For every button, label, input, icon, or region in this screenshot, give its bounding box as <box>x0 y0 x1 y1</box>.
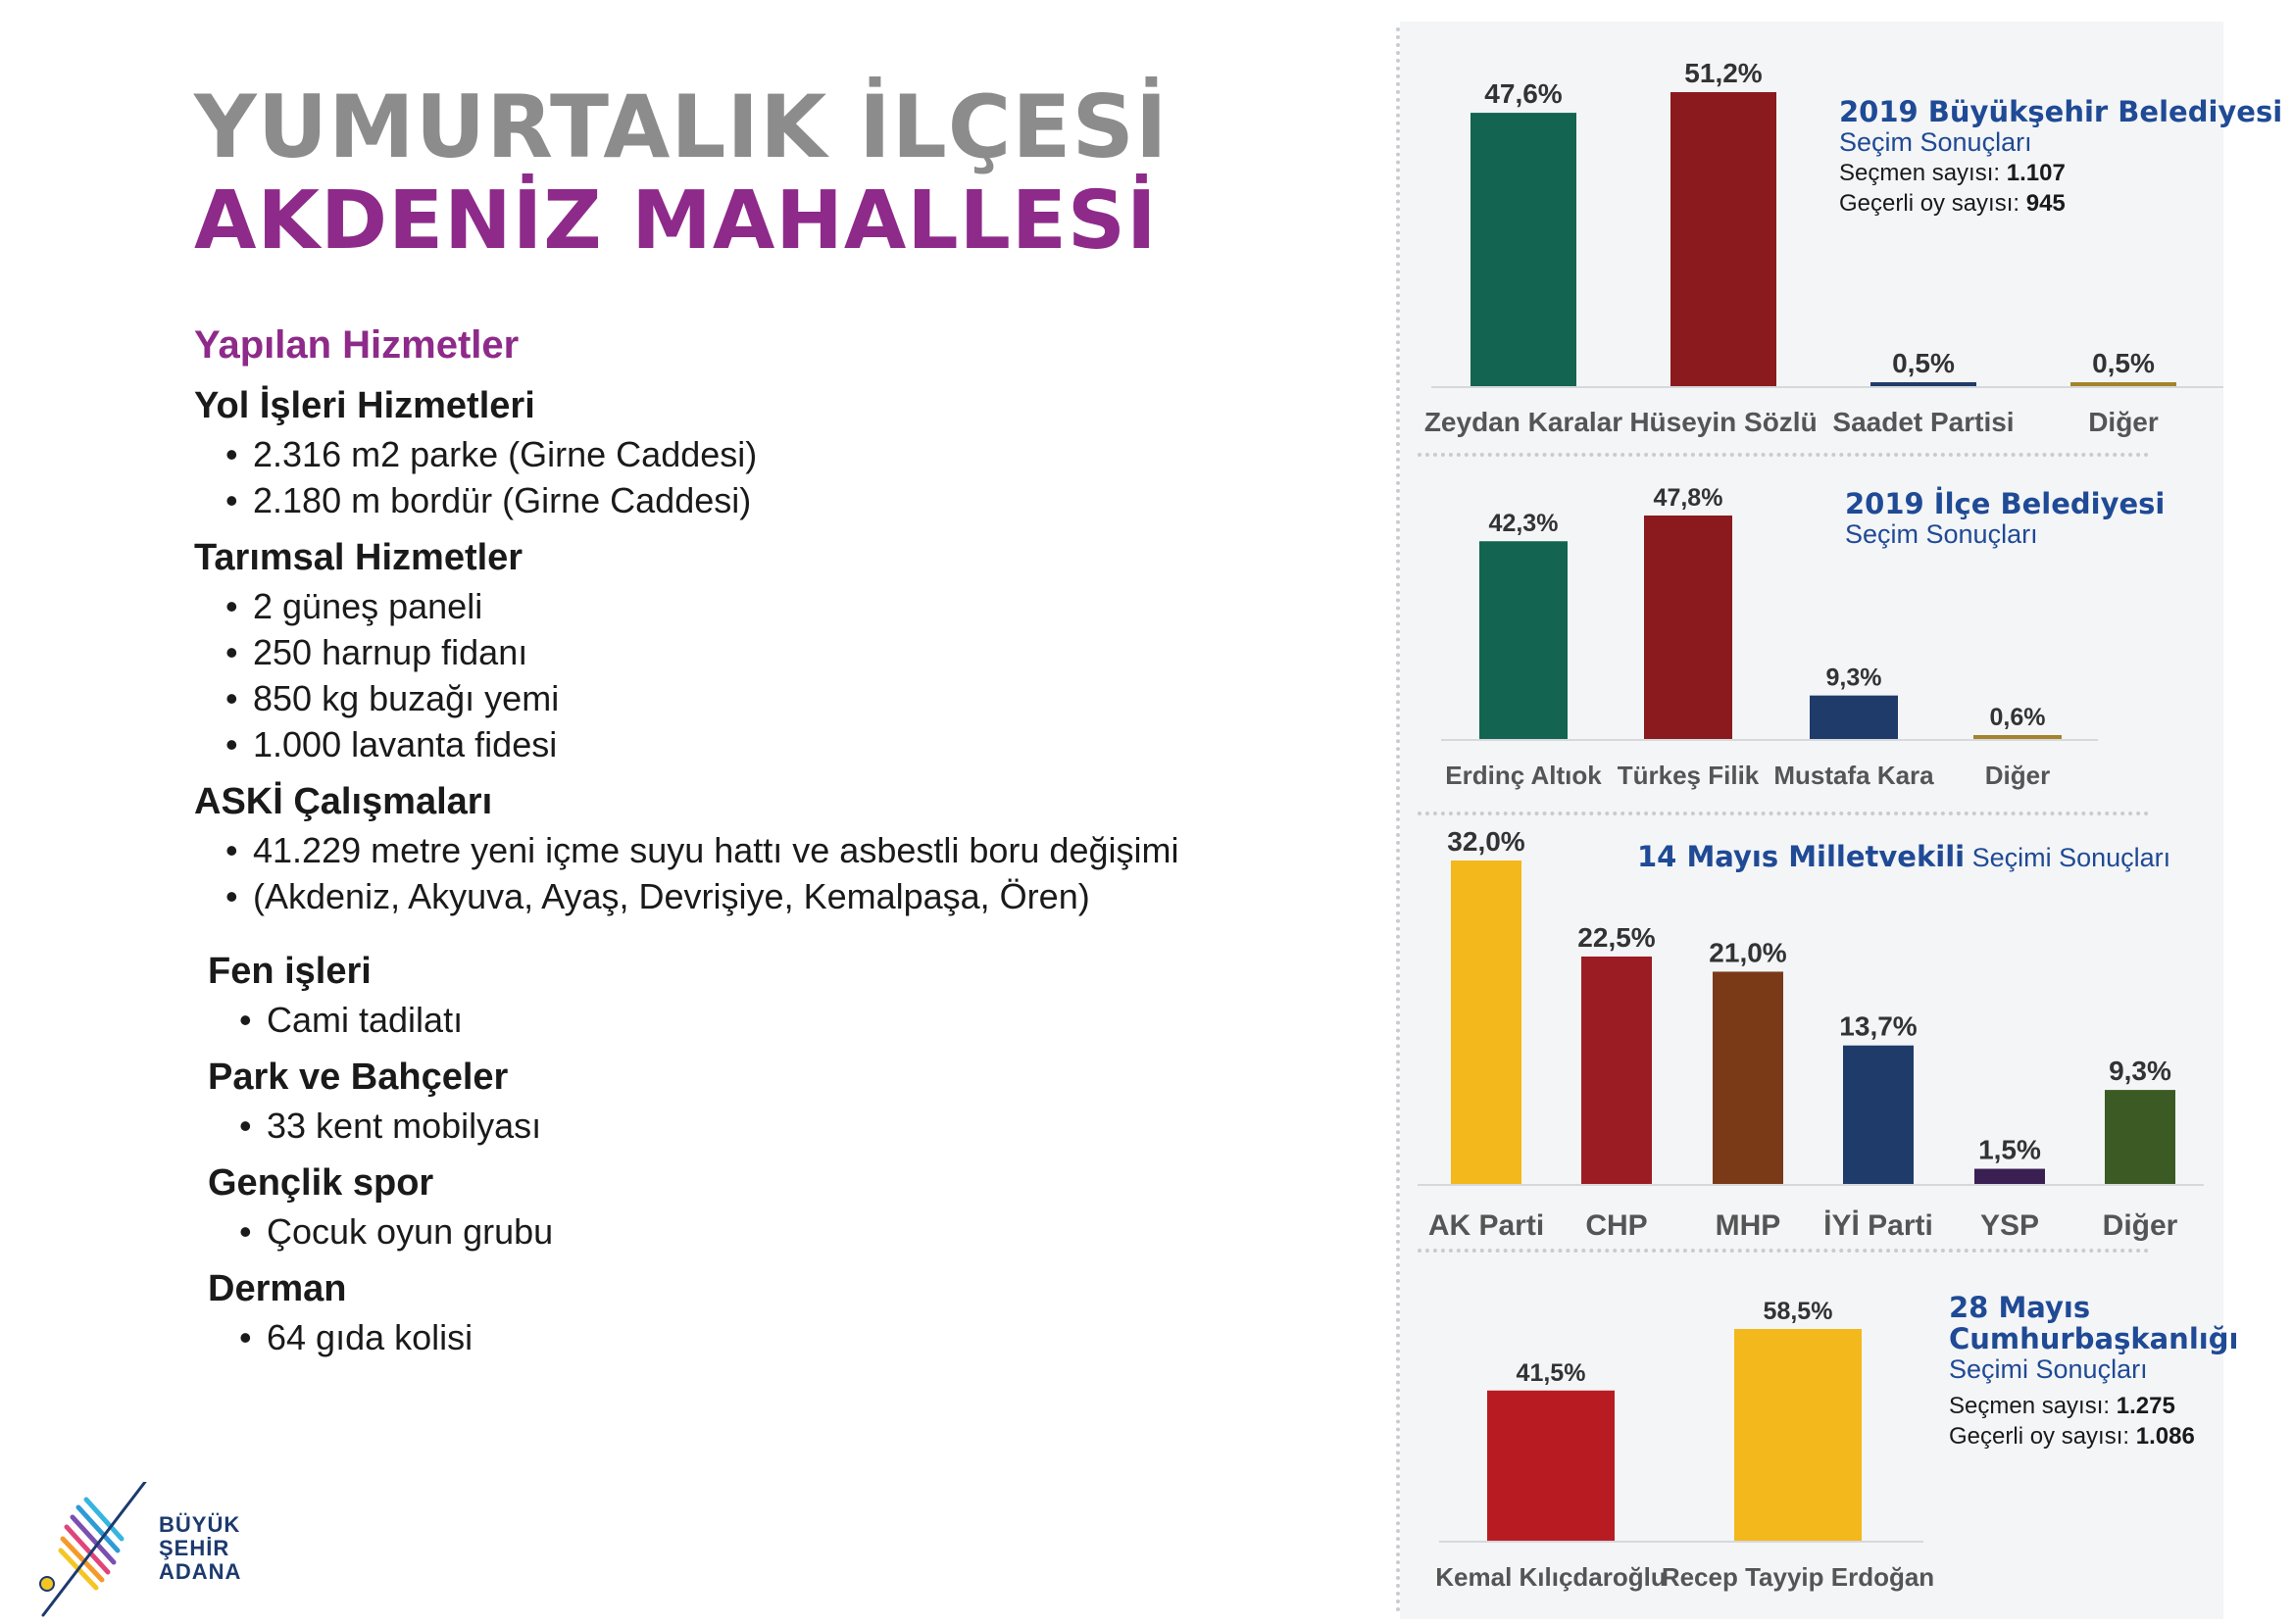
service-item: • 250 harnup fidanı <box>225 629 1371 675</box>
service-group-road <box>194 385 1371 523</box>
info-2019-district <box>1845 488 2165 550</box>
bar-value-label: 21,0% <box>1709 937 1787 968</box>
valid-vote-value: 945 <box>2025 190 2066 217</box>
bar-3 <box>2070 382 2176 386</box>
valid-vote-label: Geçerli oy sayısı: <box>1949 1423 2130 1450</box>
service-group-title: ASKİ Çalışmaları <box>194 781 493 822</box>
bar-value-label: 42,3% <box>1488 510 1559 538</box>
bar-value-label: 0,5% <box>1892 348 1955 378</box>
bar-value-label: 22,5% <box>1577 921 1656 953</box>
bar-value-label: 0,6% <box>1989 704 2046 731</box>
category-label: Mustafa Kara <box>1773 761 1934 790</box>
service-item: • 2.316 m2 parke (Girne Caddesi) <box>225 431 1371 477</box>
bar-1 <box>1644 516 1732 739</box>
bar-1 <box>1734 1329 1862 1541</box>
category-label: İYİ Parti <box>1823 1209 1933 1242</box>
info-subtitle: Seçimi Sonuçları <box>1965 843 2171 872</box>
category-label: Saadet Partisi <box>1832 407 2015 437</box>
bar-1 <box>1670 92 1776 386</box>
bar-0 <box>1487 1391 1615 1541</box>
bar-2 <box>1810 696 1898 739</box>
category-label: Recep Tayyip Erdoğan <box>1661 1562 1935 1592</box>
logo-wordmark <box>159 1513 241 1584</box>
service-group-title: Fen işleri <box>208 951 372 992</box>
category-label: Diğer <box>2088 407 2159 437</box>
bar-chart-svg <box>1400 22 2223 453</box>
category-label: CHP <box>1585 1209 1648 1242</box>
service-item: • Cami tadilatı <box>239 997 1371 1043</box>
page-title: YUMURTALIK İLÇESİ <box>194 76 1169 177</box>
chart-divider <box>1418 453 2149 457</box>
service-item: • 1.000 lavanta fidesi <box>225 721 1371 767</box>
service-item: • 41.229 metre yeni içme suyu hattı ve asbestli boru değişimi <box>225 827 1371 873</box>
service-group-title: Gençlik spor <box>208 1162 434 1204</box>
bar-1 <box>1581 957 1652 1184</box>
valid-vote-label: Geçerli oy sayısı: <box>1839 190 2020 217</box>
bar-value-label: 41,5% <box>1516 1358 1586 1387</box>
service-group-derman <box>208 1268 1371 1360</box>
service-group-youth-sports <box>208 1162 1371 1255</box>
chart-14-may-parliament <box>1400 819 2223 1251</box>
bar-5 <box>2105 1090 2175 1184</box>
voter-count-value: 1.107 <box>2006 160 2066 186</box>
info-subtitle: Seçimi Sonuçları <box>1949 1354 2148 1384</box>
bar-3 <box>1973 735 2062 739</box>
valid-vote-line <box>1839 188 2282 219</box>
bar-chart-svg <box>1400 819 2223 1251</box>
category-label: MHP <box>1715 1209 1781 1242</box>
info-title: 28 Mayıs <box>1949 1291 2091 1324</box>
category-label: AK Parti <box>1427 1209 1545 1242</box>
bar-0 <box>1471 113 1576 386</box>
voter-count-label: Seçmen sayısı: <box>1839 160 2001 186</box>
info-title: 2019 İlçe Belediyesi <box>1845 487 2166 520</box>
service-group-public-works <box>208 951 1371 1043</box>
bar-value-label: 47,8% <box>1653 484 1723 512</box>
info-title: 2019 Büyükşehir Belediyesi <box>1839 95 2283 128</box>
voter-count-value: 1.275 <box>2116 1393 2175 1419</box>
bar-3 <box>1843 1046 1914 1184</box>
bar-value-label: 47,6% <box>1484 78 1563 110</box>
category-label: Zeydan Karalar <box>1423 407 1623 437</box>
bar-value-label: 32,0% <box>1447 826 1525 857</box>
info-title-line <box>1637 841 2170 874</box>
service-group-title: Tarımsal Hizmetler <box>194 537 523 578</box>
info-subtitle: Seçim Sonuçları <box>1839 127 2032 157</box>
bar-0 <box>1451 861 1521 1184</box>
bar-value-label: 9,3% <box>1825 664 1882 692</box>
voter-count-line <box>1949 1391 2238 1421</box>
service-group-title: Derman <box>208 1268 347 1309</box>
service-item: • 2.180 m bordür (Girne Caddesi) <box>225 477 1371 523</box>
buyuksehir-adana-logo <box>37 1482 273 1619</box>
bar-0 <box>1479 541 1568 739</box>
bar-value-label: 1,5% <box>1978 1134 2041 1165</box>
info-title: Cumhurbaşkanlığı <box>1949 1322 2239 1355</box>
services-heading: Yapılan Hizmetler <box>194 323 520 367</box>
voter-count-line <box>1839 158 2282 188</box>
service-item: • 33 kent mobilyası <box>239 1103 1371 1149</box>
service-group-aski <box>194 781 1371 919</box>
service-item: • 2 güneş paneli <box>225 583 1371 629</box>
logo-line: ADANA <box>159 1559 242 1584</box>
valid-vote-value: 1.086 <box>2135 1423 2195 1450</box>
bar-2 <box>1713 971 1783 1184</box>
service-item-text: (Akdeniz, Akyuva, Ayaş, Devrişiye, Kemalpaşa, Ören) <box>253 876 1090 916</box>
service-item: • 64 gıda kolisi <box>239 1314 1371 1360</box>
valid-vote-line <box>1949 1421 2238 1452</box>
service-group-title: Park ve Bahçeler <box>208 1057 509 1098</box>
category-label: Diğer <box>1984 761 2051 790</box>
bar-value-label: 0,5% <box>2092 348 2155 378</box>
info-28-may-presidential <box>1949 1292 2238 1452</box>
service-item: • Çocuk oyun grubu <box>239 1208 1371 1255</box>
service-item: • 850 kg buzağı yemi <box>225 675 1371 721</box>
bar-value-label: 58,5% <box>1763 1298 1833 1325</box>
category-label: Kemal Kılıçdaroğlu <box>1435 1562 1667 1592</box>
category-label: Diğer <box>2102 1209 2178 1242</box>
info-2019-metropolitan <box>1839 96 2282 219</box>
info-title: 14 Mayıs Milletvekili <box>1637 840 1966 873</box>
bar-4 <box>1974 1169 2045 1184</box>
bar-value-label: 9,3% <box>2109 1056 2171 1087</box>
category-label: YSP <box>1979 1209 2040 1242</box>
logo-line: BÜYÜK <box>159 1512 241 1537</box>
bar-value-label: 51,2% <box>1684 58 1763 88</box>
service-item-continued <box>225 873 1371 919</box>
info-subtitle: Seçim Sonuçları <box>1845 519 2038 549</box>
page-subtitle: AKDENİZ MAHALLESİ <box>194 174 1158 268</box>
bar-2 <box>1870 382 1976 386</box>
bar-value-label: 13,7% <box>1839 1010 1918 1042</box>
service-group-agriculture <box>194 537 1371 767</box>
category-label: Erdinç Altıok <box>1445 761 1602 790</box>
logo-stripes-icon <box>37 1482 155 1619</box>
info-14-may-parliament <box>1637 841 2170 874</box>
logo-line: ŞEHİR <box>159 1536 230 1560</box>
voter-count-label: Seçmen sayısı: <box>1949 1393 2111 1419</box>
service-group-parks <box>208 1057 1371 1149</box>
chart-2019-metropolitan <box>1400 22 2223 453</box>
category-label: Türkeş Filik <box>1617 761 1760 790</box>
service-group-title: Yol İşleri Hizmetleri <box>194 385 535 426</box>
category-label: Hüseyin Sözlü <box>1629 407 1818 437</box>
services-section <box>194 323 1371 1374</box>
